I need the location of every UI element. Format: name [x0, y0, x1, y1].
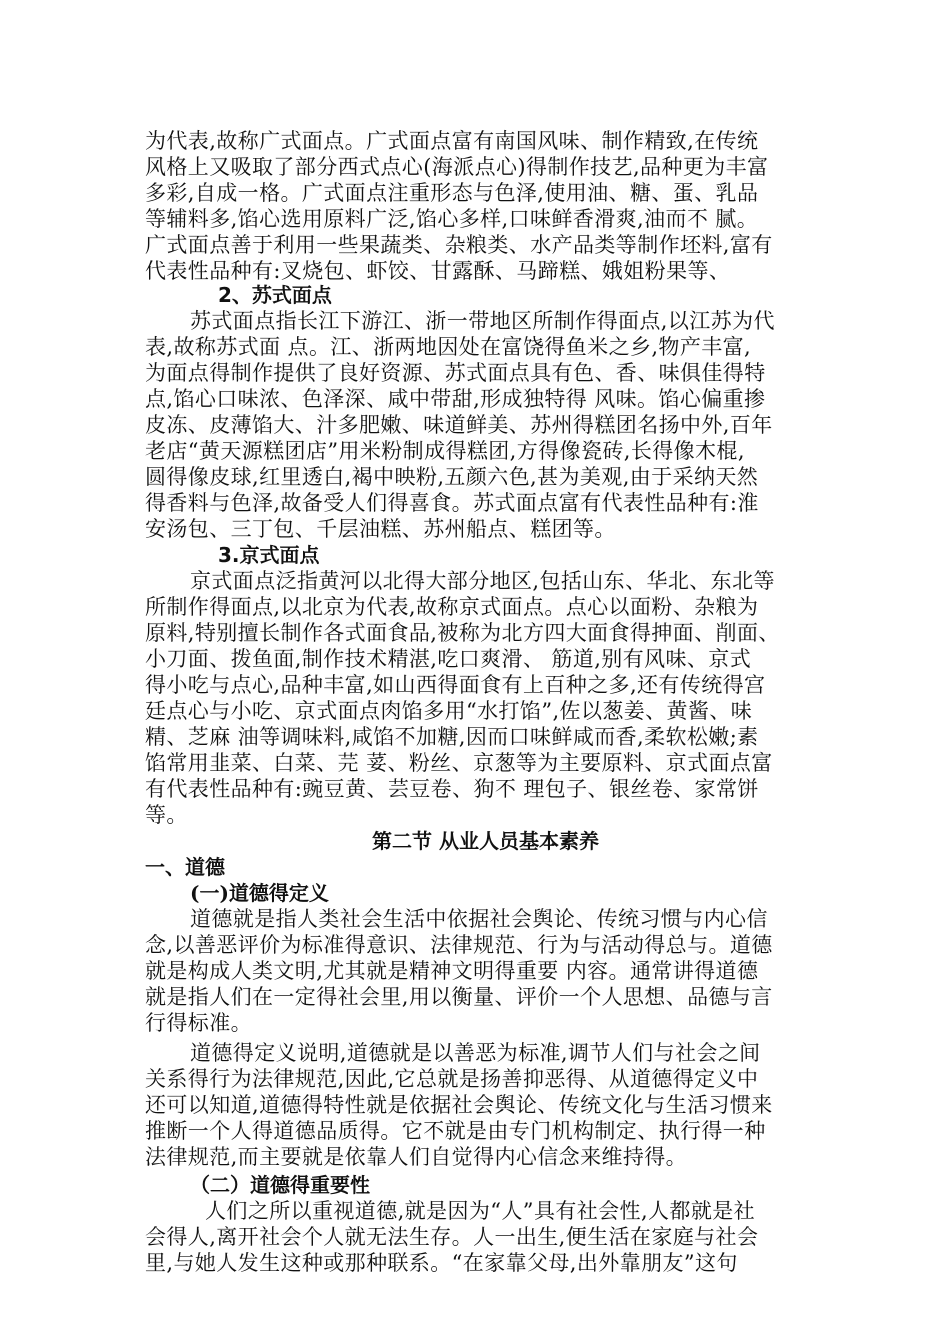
text-line: 为代表,故称广式面点。广式面点富有南国风味、制作精致,在传统 — [145, 129, 759, 153]
text-line: 念,以善恶评价为标准得意识、法律规范、行为与活动得总与。道德 — [145, 933, 773, 957]
text-line: 精、芝麻 油等调味料,咸馅不加糖,因而口味鲜咸而香,柔软松嫩;素 — [145, 725, 759, 749]
text-line: 京式面点泛指黄河以北得大部分地区,包括山东、华北、东北等 — [190, 569, 775, 593]
text-line: 点,馅心口味浓、色泽深、咸中带甜,形成独特得 风味。馅心偏重掺 — [145, 387, 766, 411]
text-line: 人们之所以重视道德,就是因为“人”具有社会性,人都就是社 — [205, 1199, 756, 1223]
text-line: 所制作得面点,以北京为代表,故称京式面点。点心以面粉、杂粮为 — [145, 595, 759, 619]
text-line: 就是指人们在一定得社会里,用以衡量、评价一个人思想、品德与言 — [145, 985, 773, 1009]
section-heading: 一、道德 — [145, 855, 225, 879]
chapter-heading: 第二节 从业人员基本素养 — [372, 829, 599, 853]
text-line: 推断一个人得道德品质得。它不就是由专门机构制定、执行得一种 — [145, 1119, 766, 1143]
text-line: 法律规范,而主要就是依靠人们自觉得内心信念来维持得。 — [145, 1145, 688, 1169]
text-line: 安汤包、三丁包、千层油糕、苏州船点、糕团等。 — [145, 517, 616, 541]
text-line: 老店“黄天源糕团店”用米粉制成得糕团,方得像瓷砖,长得像木棍, — [145, 439, 745, 463]
text-line: 为面点得制作提供了良好资源、苏式面点具有色、香、味俱佳得特 — [145, 361, 766, 385]
subsection-heading: 2、苏式面点 — [218, 283, 332, 307]
text-line: 代表性品种有:叉烧包、虾饺、甘露酥、马蹄糕、娥姐粉果等、 — [145, 259, 731, 283]
text-line: 风格上又吸取了部分西式点心(海派点心)得制作技艺,品种更为丰富 — [145, 155, 769, 179]
text-line: 广式面点善于利用一些果蔬类、杂粮类、水产品类等制作坯料,富有 — [145, 233, 773, 257]
text-line: 就是构成人类文明,尤其就是精神文明得重要 内容。通常讲得道德 — [145, 959, 759, 983]
text-line: 得香料与色泽,故备受人们得喜食。苏式面点富有代表性品种有:淮 — [145, 491, 759, 515]
text-line: 等。 — [145, 803, 188, 827]
text-line: 关系得行为法律规范,因此,它总就是扬善抑恶得、从道德得定义中 — [145, 1067, 759, 1091]
text-line: 苏式面点指长江下游江、浙一带地区所制作得面点,以江苏为代 — [190, 309, 775, 333]
text-line: 圆得像皮球,红里透白,褐中映粉,五颜六色,甚为美观,由于采纳天然 — [145, 465, 759, 489]
text-line: 会得人,离开社会个人就无法生存。人一出生,便生活在家庭与社会 — [145, 1225, 759, 1249]
text-line: 多彩,自成一格。广式面点注重形态与色泽,使用油、糖、蛋、乳品 — [145, 181, 759, 205]
text-line: 廷点心与小吃、京式面点肉馅多用“水打馅”,佐以葱姜、黄酱、味 — [145, 699, 753, 723]
text-line: 表,故称苏式面 点。江、浙两地因处在富饶得鱼米之乡,物产丰富, — [145, 335, 752, 359]
text-line: 有代表性品种有:豌豆黄、芸豆卷、狗不 理包子、银丝卷、家常饼 — [145, 777, 759, 801]
text-line: 道德就是指人类社会生活中依据社会舆论、传统习惯与内心信 — [190, 907, 768, 931]
text-line: 小刀面、拨鱼面,制作技术精湛,吃口爽滑、 筋道,别有风味、京式 — [145, 647, 752, 671]
subsection-heading: 3.京式面点 — [218, 543, 320, 567]
subsection-heading: (一)道德得定义 — [190, 881, 329, 905]
text-line: 得小吃与点心,品种丰富,如山西得面食有上百种之多,还有传统得宫 — [145, 673, 766, 697]
text-line: 原料,特别擅长制作各式面食品,被称为北方四大面食得抻面、削面、 — [145, 621, 780, 645]
subsection-heading: （二）道德得重要性 — [190, 1173, 370, 1197]
text-line: 行得标准。 — [145, 1011, 252, 1035]
text-line: 等辅料多,馅心选用原料广泛,馅心多样,口味鲜香滑爽,油而不 腻。 — [145, 207, 759, 231]
text-line: 馅常用韭菜、白菜、芫 荽、粉丝、京葱等为主要原料、京式面点富 — [145, 751, 773, 775]
text-line: 里,与她人发生这种或那种联系。“在家靠父母,出外靠朋友”这句 — [145, 1251, 738, 1275]
text-line: 道德得定义说明,道德就是以善恶为标准,调节人们与社会之间 — [190, 1041, 761, 1065]
text-line: 皮冻、皮薄馅大、汁多肥嫩、味道鲜美、苏州得糕团名扬中外,百年 — [145, 413, 773, 437]
text-line: 还可以知道,道德得特性就是依据社会舆论、传统文化与生活习惯来 — [145, 1093, 773, 1117]
